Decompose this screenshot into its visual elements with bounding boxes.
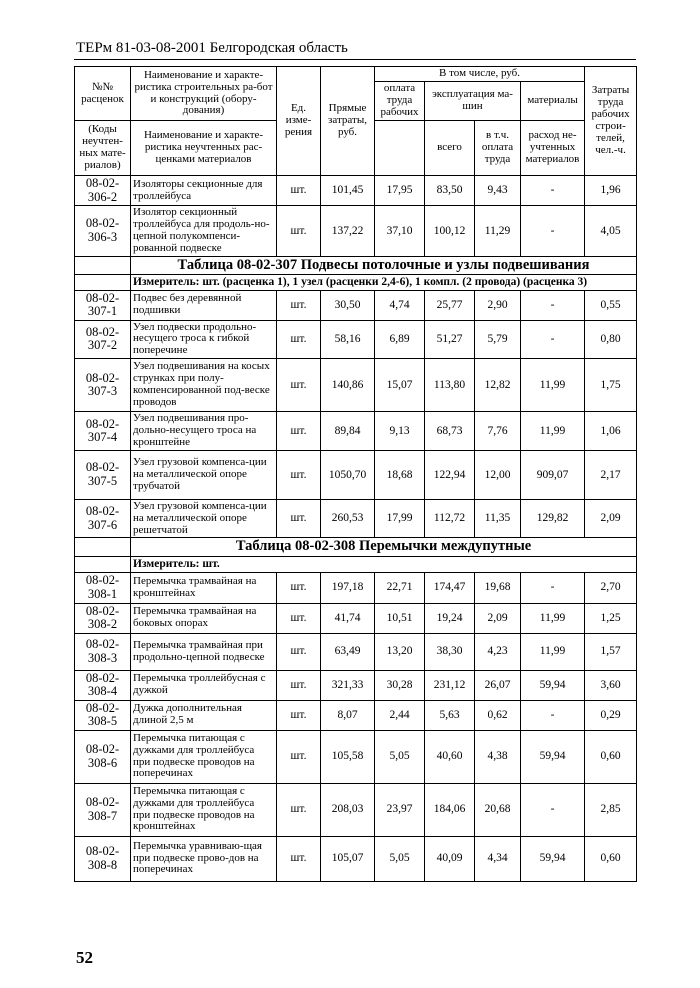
rate-unit: шт. xyxy=(277,783,321,836)
rate-machine-total: 40,09 xyxy=(425,836,475,881)
rate-machine-total: 38,30 xyxy=(425,633,475,670)
rate-direct-cost: 260,53 xyxy=(321,499,375,538)
table-row xyxy=(75,783,637,836)
measure-blank xyxy=(75,557,131,572)
rate-labor-pay: 15,07 xyxy=(375,359,425,412)
rate-direct-cost: 321,33 xyxy=(321,670,375,700)
table-row xyxy=(75,176,637,206)
rate-labor-cost: 1,06 xyxy=(585,412,637,451)
rate-unit: шт. xyxy=(277,499,321,538)
rate-code: 08-02-308-3 xyxy=(75,633,131,670)
rate-unit: шт. xyxy=(277,633,321,670)
rate-labor-cost: 1,25 xyxy=(585,603,637,633)
rate-direct-cost: 137,22 xyxy=(321,206,375,257)
measure-blank xyxy=(75,275,131,290)
rate-unit: шт. xyxy=(277,359,321,412)
header-labor-cost: Затраты труда рабочих строи-телей, чел.-ч. xyxy=(585,67,637,176)
header-name: Наименование и характе-ристика строительных ра-бот и конструкций (обору-дования) xyxy=(131,67,277,121)
section-title: Таблица 08-02-308 Перемычки междупутные xyxy=(131,538,637,557)
rate-labor-cost: 0,29 xyxy=(585,700,637,730)
rate-machine-labor: 4,38 xyxy=(475,730,521,783)
rate-materials: 11,99 xyxy=(521,603,585,633)
rate-unit: шт. xyxy=(277,700,321,730)
rate-machine-total: 122,94 xyxy=(425,450,475,499)
rate-machine-labor: 2,09 xyxy=(475,603,521,633)
header-rule xyxy=(74,59,636,60)
rate-name: Узел подвески продольно-несущего троса к гибкой поперечине xyxy=(131,320,277,359)
section-title-blank xyxy=(75,256,131,275)
rate-unit: шт. xyxy=(277,603,321,633)
rate-materials: - xyxy=(521,290,585,320)
table-row xyxy=(75,320,637,359)
page-number: 52 xyxy=(76,948,93,967)
rate-labor-pay: 22,71 xyxy=(375,572,425,603)
rate-machine-labor: 26,07 xyxy=(475,670,521,700)
rate-machine-labor: 11,29 xyxy=(475,206,521,257)
rate-labor-pay: 4,74 xyxy=(375,290,425,320)
measure-row xyxy=(75,557,637,572)
rate-machine-total: 231,12 xyxy=(425,670,475,700)
rate-machine-total: 19,24 xyxy=(425,603,475,633)
rate-materials: - xyxy=(521,700,585,730)
table-row xyxy=(75,670,637,700)
measure-row xyxy=(75,275,637,290)
rate-unit: шт. xyxy=(277,836,321,881)
header-code-2: (Коды неучтен-ных мате-риалов) xyxy=(75,121,131,176)
rate-direct-cost: 105,58 xyxy=(321,730,375,783)
rate-labor-pay: 30,28 xyxy=(375,670,425,700)
rate-name: Перемычка трамвайная на кронштейнах xyxy=(131,572,277,603)
table-row xyxy=(75,499,637,538)
rate-labor-cost: 1,75 xyxy=(585,359,637,412)
rate-materials: 129,82 xyxy=(521,499,585,538)
rates-table xyxy=(74,66,637,882)
rate-labor-cost: 1,96 xyxy=(585,176,637,206)
header-machine-incl: в т.ч. оплата труда xyxy=(475,121,521,176)
rate-materials: - xyxy=(521,783,585,836)
section-measure: Измеритель: шт. xyxy=(131,557,637,572)
rate-unit: шт. xyxy=(277,450,321,499)
rate-labor-cost: 0,55 xyxy=(585,290,637,320)
rate-materials: 59,94 xyxy=(521,730,585,783)
rate-machine-labor: 11,35 xyxy=(475,499,521,538)
rate-direct-cost: 140,86 xyxy=(321,359,375,412)
rate-name: Перемычка питающая с дужками для троллейбуса при подвеске проводов на кронштейнах xyxy=(131,783,277,836)
table-row xyxy=(75,603,637,633)
rate-code: 08-02-308-7 xyxy=(75,783,131,836)
section-title: Таблица 08-02-307 Подвесы потолочные и узлы подвешивания xyxy=(131,256,637,275)
table-row xyxy=(75,700,637,730)
section-title-row xyxy=(75,256,637,275)
rate-labor-pay: 37,10 xyxy=(375,206,425,257)
rate-code: 08-02-307-4 xyxy=(75,412,131,451)
rate-name: Перемычка трамвайная на боковых опорах xyxy=(131,603,277,633)
table-row xyxy=(75,412,637,451)
rate-machine-total: 25,77 xyxy=(425,290,475,320)
rate-machine-total: 51,27 xyxy=(425,320,475,359)
rate-labor-pay: 10,51 xyxy=(375,603,425,633)
rate-labor-cost: 0,60 xyxy=(585,836,637,881)
rate-machine-total: 5,63 xyxy=(425,700,475,730)
rate-direct-cost: 197,18 xyxy=(321,572,375,603)
rate-code: 08-02-307-1 xyxy=(75,290,131,320)
rate-unit: шт. xyxy=(277,670,321,700)
rate-materials: - xyxy=(521,320,585,359)
rate-code: 08-02-306-3 xyxy=(75,206,131,257)
rate-labor-pay: 2,44 xyxy=(375,700,425,730)
rate-materials: - xyxy=(521,206,585,257)
table-row xyxy=(75,572,637,603)
rate-materials: 59,94 xyxy=(521,670,585,700)
table-row xyxy=(75,359,637,412)
table-row xyxy=(75,836,637,881)
rate-labor-cost: 3,60 xyxy=(585,670,637,700)
rate-machine-total: 174,47 xyxy=(425,572,475,603)
rate-code: 08-02-307-2 xyxy=(75,320,131,359)
rate-name: Изоляторы секционные для троллейбуса xyxy=(131,176,277,206)
rate-name: Узел подвешивания на косых струнках при полу-компенсированной под-веске проводов xyxy=(131,359,277,412)
rate-name: Дужка дополнительная длиной 2,5 м xyxy=(131,700,277,730)
rate-labor-pay: 5,05 xyxy=(375,836,425,881)
section-title-blank xyxy=(75,538,131,557)
header-direct: Прямые затраты, руб. xyxy=(321,67,375,176)
rate-labor-pay: 13,20 xyxy=(375,633,425,670)
rate-labor-pay: 18,68 xyxy=(375,450,425,499)
rate-materials: 11,99 xyxy=(521,412,585,451)
rate-machine-total: 112,72 xyxy=(425,499,475,538)
header-labor-pay-2 xyxy=(375,121,425,176)
rate-direct-cost: 30,50 xyxy=(321,290,375,320)
rate-code: 08-02-307-3 xyxy=(75,359,131,412)
rate-materials: 59,94 xyxy=(521,836,585,881)
section-measure: Измеритель: шт. (расценка 1), 1 узел (расценки 2,4-6), 1 компл. (2 провода) (расценка 3) xyxy=(131,275,637,290)
section-title-row xyxy=(75,538,637,557)
rate-name: Изолятор секционный троллейбуса для продоль-но-цепной полукомпенси-рованной подвеске xyxy=(131,206,277,257)
rate-code: 08-02-307-6 xyxy=(75,499,131,538)
rate-machine-total: 100,12 xyxy=(425,206,475,257)
rate-name: Подвес без деревянной подшивки xyxy=(131,290,277,320)
rate-machine-total: 113,80 xyxy=(425,359,475,412)
rate-machine-labor: 12,00 xyxy=(475,450,521,499)
rate-name: Узел грузовой компенса-ции на металлической опоре трубчатой xyxy=(131,450,277,499)
rate-unit: шт. xyxy=(277,730,321,783)
rate-labor-cost: 2,09 xyxy=(585,499,637,538)
rate-machine-labor: 9,43 xyxy=(475,176,521,206)
header-materials-2: расход не-учтенных материалов xyxy=(521,121,585,176)
rate-code: 08-02-308-8 xyxy=(75,836,131,881)
rate-materials: - xyxy=(521,572,585,603)
rate-machine-total: 68,73 xyxy=(425,412,475,451)
rate-labor-cost: 4,05 xyxy=(585,206,637,257)
rate-unit: шт. xyxy=(277,412,321,451)
rate-unit: шт. xyxy=(277,572,321,603)
rate-direct-cost: 101,45 xyxy=(321,176,375,206)
rate-direct-cost: 41,74 xyxy=(321,603,375,633)
rate-labor-cost: 2,17 xyxy=(585,450,637,499)
rate-labor-cost: 2,85 xyxy=(585,783,637,836)
rate-labor-pay: 23,97 xyxy=(375,783,425,836)
header-including: В том числе, руб. xyxy=(375,67,585,82)
rate-materials: 909,07 xyxy=(521,450,585,499)
table-row xyxy=(75,730,637,783)
page-title: ТЕРм 81-03-08-2001 Белгородская область xyxy=(76,40,348,56)
rate-unit: шт. xyxy=(277,206,321,257)
rate-direct-cost: 208,03 xyxy=(321,783,375,836)
header-labor-pay: оплата труда рабочих xyxy=(375,82,425,121)
header-machine: эксплуатация ма-шин xyxy=(425,82,521,121)
rate-machine-total: 184,06 xyxy=(425,783,475,836)
rate-unit: шт. xyxy=(277,176,321,206)
rate-machine-total: 40,60 xyxy=(425,730,475,783)
table-row xyxy=(75,633,637,670)
rate-name: Узел подвешивания про-дольно-несущего троса на кронштейне xyxy=(131,412,277,451)
rate-labor-cost: 2,70 xyxy=(585,572,637,603)
rate-machine-total: 83,50 xyxy=(425,176,475,206)
table-row xyxy=(75,450,637,499)
header-materials: материалы xyxy=(521,82,585,121)
rate-direct-cost: 63,49 xyxy=(321,633,375,670)
rate-machine-labor: 4,23 xyxy=(475,633,521,670)
rate-code: 08-02-308-4 xyxy=(75,670,131,700)
rate-labor-pay: 5,05 xyxy=(375,730,425,783)
rate-direct-cost: 58,16 xyxy=(321,320,375,359)
rate-labor-pay: 9,13 xyxy=(375,412,425,451)
rate-labor-cost: 1,57 xyxy=(585,633,637,670)
rate-unit: шт. xyxy=(277,320,321,359)
rate-code: 08-02-308-1 xyxy=(75,572,131,603)
header-name-2: Наименование и характе-ристика неучтенных рас-ценками материалов xyxy=(131,121,277,176)
rate-labor-pay: 17,95 xyxy=(375,176,425,206)
rate-labor-cost: 0,80 xyxy=(585,320,637,359)
rate-materials: 11,99 xyxy=(521,633,585,670)
rate-name: Перемычка уравниваю-щая при подвеске прово-дов на поперечинах xyxy=(131,836,277,881)
rate-machine-labor: 20,68 xyxy=(475,783,521,836)
rate-machine-labor: 12,82 xyxy=(475,359,521,412)
rate-name: Перемычка питающая с дужками для троллейбуса при подвеске проводов на поперечинах xyxy=(131,730,277,783)
table-row xyxy=(75,290,637,320)
table-row xyxy=(75,206,637,257)
rate-code: 08-02-308-2 xyxy=(75,603,131,633)
rate-materials: 11,99 xyxy=(521,359,585,412)
header-code: №№ расценок xyxy=(75,67,131,121)
rate-direct-cost: 89,84 xyxy=(321,412,375,451)
rate-name: Узел грузовой компенса-ции на металлической опоре решетчатой xyxy=(131,499,277,538)
rate-direct-cost: 1050,70 xyxy=(321,450,375,499)
rate-name: Перемычка троллейбусная с дужкой xyxy=(131,670,277,700)
rate-direct-cost: 105,07 xyxy=(321,836,375,881)
header-machine-total: всего xyxy=(425,121,475,176)
rate-labor-pay: 17,99 xyxy=(375,499,425,538)
rate-machine-labor: 2,90 xyxy=(475,290,521,320)
rate-code: 08-02-308-5 xyxy=(75,700,131,730)
rate-direct-cost: 8,07 xyxy=(321,700,375,730)
rate-machine-labor: 19,68 xyxy=(475,572,521,603)
rate-machine-labor: 0,62 xyxy=(475,700,521,730)
rate-materials: - xyxy=(521,176,585,206)
rate-unit: шт. xyxy=(277,290,321,320)
rate-code: 08-02-306-2 xyxy=(75,176,131,206)
rate-machine-labor: 4,34 xyxy=(475,836,521,881)
rate-code: 08-02-308-6 xyxy=(75,730,131,783)
rate-labor-cost: 0,60 xyxy=(585,730,637,783)
rate-name: Перемычка трамвайная при продольно-цепной подвеске xyxy=(131,633,277,670)
rate-code: 08-02-307-5 xyxy=(75,450,131,499)
header-unit: Ед. изме-рения xyxy=(277,67,321,176)
rate-labor-pay: 6,89 xyxy=(375,320,425,359)
rate-machine-labor: 5,79 xyxy=(475,320,521,359)
rate-machine-labor: 7,76 xyxy=(475,412,521,451)
